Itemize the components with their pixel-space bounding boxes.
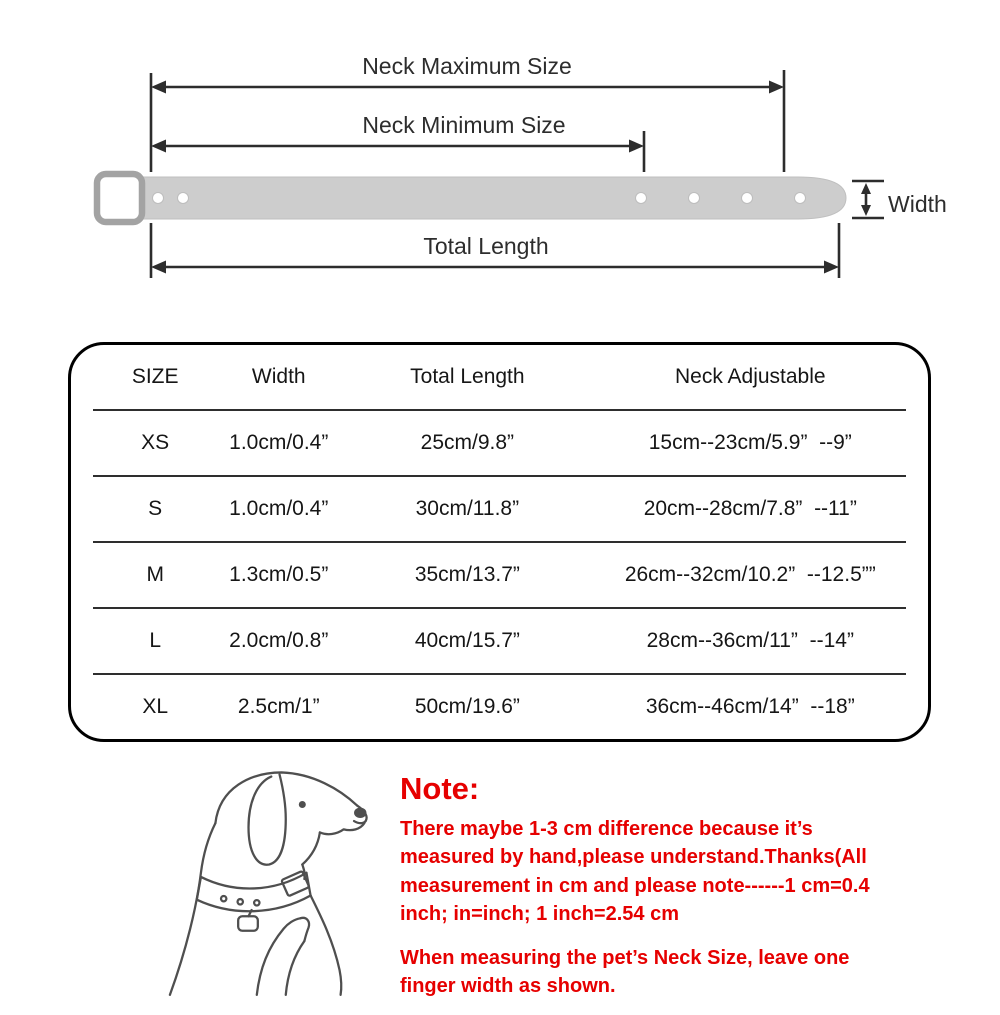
dog-eye — [299, 801, 306, 808]
collar-buckle — [97, 174, 142, 222]
width-value: 1.3cm/0.5” — [229, 563, 329, 586]
width-value: 2.5cm/1” — [237, 695, 320, 718]
width-value: 2.0cm/0.8” — [229, 629, 329, 652]
size-table — [68, 342, 931, 742]
collar-measurement-diagram — [0, 0, 1000, 312]
total-length-value: 30cm/11.8” — [415, 497, 520, 520]
neck-adjustable-value: 36cm--46cm/14” --18” — [645, 695, 855, 718]
size-value: XL — [142, 695, 169, 718]
dog-head-line-art — [170, 772, 367, 994]
collar-hole — [153, 193, 164, 204]
collar-hole — [742, 193, 753, 204]
size-value: XS — [141, 431, 170, 454]
size-value: M — [146, 563, 164, 586]
neck-adjustable-value: 28cm--36cm/11” --14” — [646, 629, 854, 652]
dog-collar-tag — [238, 916, 258, 930]
neck-max-label: Neck Maximum Size — [362, 53, 572, 79]
table-header-row — [93, 345, 906, 411]
dog-nose — [354, 808, 366, 818]
total-length-value: 35cm/13.7” — [414, 563, 520, 586]
table-row-s — [93, 477, 906, 543]
width-value: 1.0cm/0.4” — [229, 431, 329, 454]
note-section — [0, 755, 1000, 1000]
note-paragraph-measurement: There maybe 1-3 cm difference because it’s measured by hand,please understand.Thanks(All measurement in cm and please note------1 cm=0.4 inch; in=inch; 1 inch=2.54 cm — [400, 818, 870, 926]
col-header-size: SIZE — [131, 365, 179, 388]
neck-min-label: Neck Minimum Size — [362, 112, 566, 138]
note-title: Note: — [400, 771, 480, 806]
col-header-total-length: Total Length — [410, 365, 525, 388]
neck-adjustable-value: 26cm--32cm/10.2” --12.5”” — [624, 563, 876, 586]
finger-under-collar — [257, 918, 309, 995]
note-text-block — [400, 771, 900, 1015]
neck-min-annotation — [151, 112, 644, 172]
table-row-xs — [93, 411, 906, 477]
col-header-width: Width — [251, 365, 306, 388]
width-label: Width — [888, 191, 947, 217]
width-value: 1.0cm/0.4” — [229, 497, 329, 520]
size-value: S — [148, 497, 163, 520]
collar-hole — [636, 193, 647, 204]
width-annotation — [852, 181, 947, 218]
table-row-l — [93, 609, 906, 675]
dog-collar-band — [197, 871, 311, 911]
total-length-value: 40cm/15.7” — [414, 629, 520, 652]
neck-adjustable-value: 20cm--28cm/7.8” --11” — [643, 497, 857, 520]
total-length-value: 50cm/19.6” — [414, 695, 520, 718]
collar-strap-icon — [97, 174, 846, 222]
total-length-annotation — [151, 223, 839, 278]
note-paragraph-finger: When measuring the pet’s Neck Size, leave one finger width as shown. — [400, 946, 850, 997]
col-header-neck-adjustable: Neck Adjustable — [674, 365, 826, 388]
neck-adjustable-value: 15cm--23cm/5.9” --9” — [648, 431, 852, 454]
total-length-value: 25cm/9.8” — [420, 431, 515, 454]
collar-hole — [689, 193, 700, 204]
collar-hole — [178, 193, 189, 204]
total-length-label: Total Length — [423, 233, 549, 259]
collar-hole — [795, 193, 806, 204]
size-value: L — [149, 629, 162, 652]
collar-strap — [142, 177, 846, 219]
dog-collar-illustration-icon — [128, 759, 398, 999]
table-row-m — [93, 543, 906, 609]
table-row-xl — [93, 675, 906, 739]
